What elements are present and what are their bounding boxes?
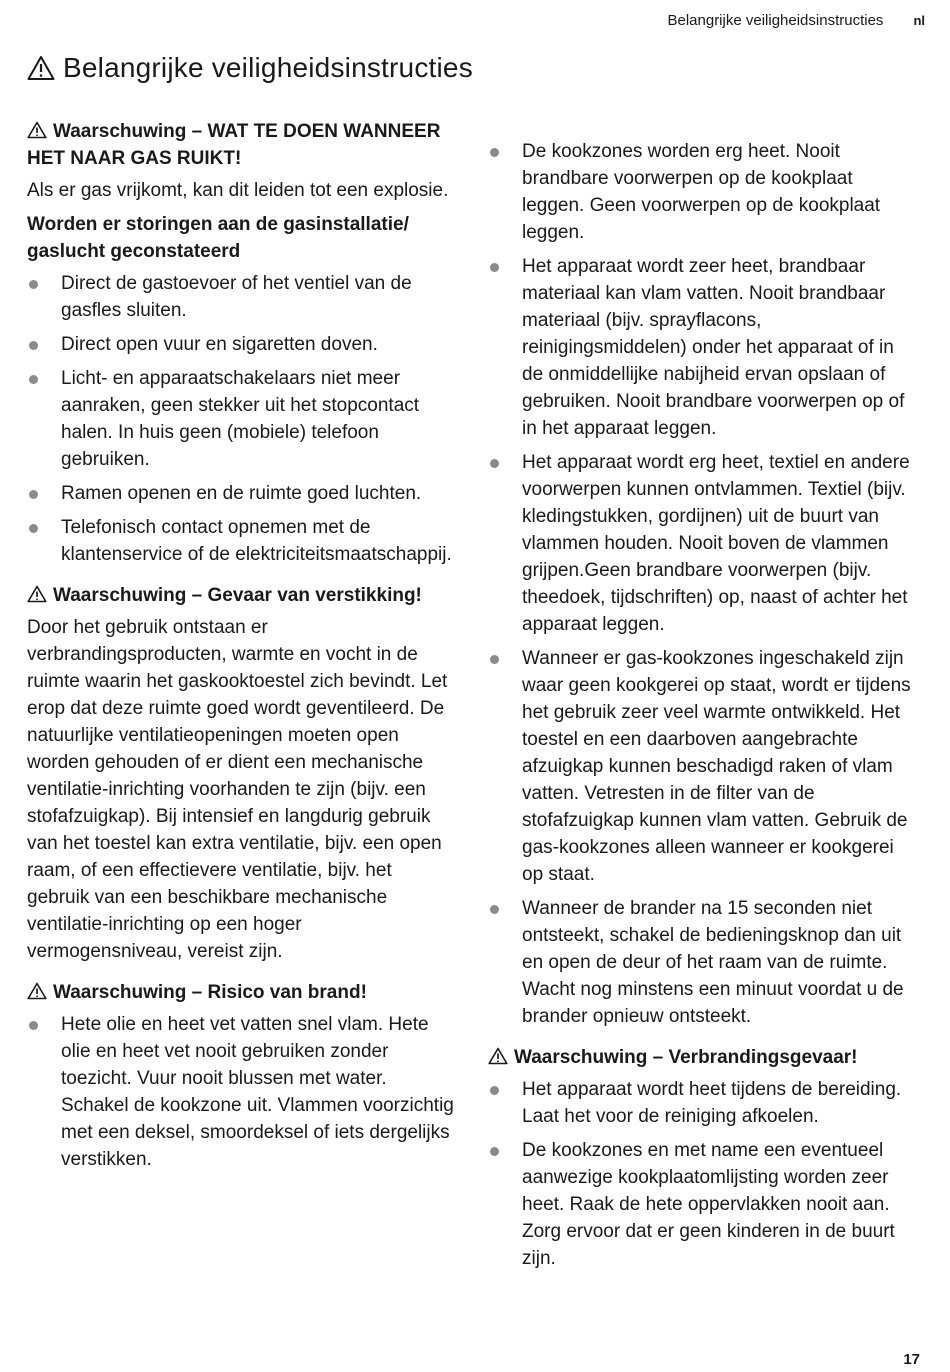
- warning-triangle-icon: [27, 585, 47, 603]
- list-item: Licht- en apparaatschakelaars niet meer aanraken, geen stekker uit het stopcontact halen. In huis geen (mobiele) telefoon gebruiken.: [27, 365, 457, 473]
- fire-warning-heading-text: Waarschuwing – Risico van brand!: [53, 982, 367, 1003]
- gas-warning-heading-text: Waarschuwing – WAT TE DOEN WANNEER HET NAAR GAS RUIKT!: [27, 121, 441, 169]
- bullet-icon: [490, 263, 499, 272]
- bullet-icon: [490, 1147, 499, 1156]
- page-number: 17: [903, 1351, 920, 1368]
- list-item: Wanneer de brander na 15 seconden niet ontsteekt, schakel de bedieningsknop dan uit en open de deur of het raam van de ruimte. Wacht nog minstens een minuut voordat u de brander opnieuw ontsteekt.: [488, 895, 920, 1030]
- suffocation-warning-text: Door het gebruik ontstaan er verbrandingsproducten, warmte en vocht in de ruimte waarin het gaskooktoestel zich bevindt. Let erop dat deze ruimte goed wordt geventileerd. De natuurlijke ventilatieopeningen moeten open worden gehouden of er dient een mechanische ventilatie-inrichting voorhanden te zijn (bijv. een stofafzuigkap). Bij intensief en langdurig gebruik van het toestel kan extra ventilatie, bijv. een open raam, of een effectievere ventilatie, bijv. het gebruik van een beschikbare mechanische ventilatie-inrichting op een hoger vermogensniveau, vereist zijn.: [27, 617, 448, 962]
- fire-warning-list-continued: [488, 138, 920, 1030]
- list-item: Wanneer er gas-kookzones ingeschakeld zijn waar geen kookgerei op staat, wordt er tijdens het gebruik zeer veel warmte ontwikkeld. Het toestel en een daarboven aangebrachte afzuigkap kunnen beschadigd raken of vlam vatten. Vetresten in de filter van de stofafzuigkap kunnen vlam vatten. Gebruik de gas-kookzones alleen wanneer er kookgerei op staat.: [488, 645, 920, 888]
- warning-triangle-icon: [27, 982, 47, 1000]
- bullet-icon: [29, 1021, 38, 1030]
- fire-warning-section: [27, 979, 457, 1173]
- burn-warning-section: [488, 1044, 920, 1272]
- running-title: Belangrijke veiligheidsinstructies: [667, 12, 884, 29]
- warning-triangle-icon: [27, 55, 55, 81]
- burn-warning-list: [488, 1076, 920, 1272]
- page-title-text: Belangrijke veiligheidsinstructies: [63, 52, 473, 83]
- suffocation-warning-heading-text: Waarschuwing – Gevaar van verstikking!: [53, 585, 422, 606]
- right-column: [488, 138, 920, 1286]
- warning-triangle-icon: [488, 1047, 508, 1065]
- bullet-icon: [29, 524, 38, 533]
- list-item: Direct open vuur en sigaretten doven.: [27, 331, 457, 358]
- bullet-icon: [29, 280, 38, 289]
- bullet-icon: [490, 459, 499, 468]
- bullet-icon: [29, 341, 38, 350]
- list-item: Het apparaat wordt zeer heet, brandbaar materiaal kan vlam vatten. Nooit brandbaar materiaal (bijv. sprayflacons, reinigingsmiddelen) onder het apparaat of in de onmiddellijke nabijheid ervan opslaan of gebruiken. Nooit brandbare voorwerpen op of in het apparaat leggen.: [488, 253, 920, 442]
- gas-warning-list: [27, 270, 457, 568]
- list-item: Het apparaat wordt erg heet, textiel en andere voorwerpen kunnen ontvlammen. Textiel (bijv. kledingstukken, gordijnen) uit de buurt van vlammen houden. Nooit boven de vlammen grijpen.Geen brandbare voorwerpen (bijv. theedoek, tijdschriften) op, naast of achter het apparaat leggen.: [488, 449, 920, 638]
- list-item: Ramen openen en de ruimte goed luchten.: [27, 480, 457, 507]
- list-item: Telefonisch contact opnemen met de klantenservice of de elektriciteitsmaatschappij.: [27, 514, 457, 568]
- bullet-icon: [490, 905, 499, 914]
- bullet-icon: [29, 375, 38, 384]
- gas-warning-subhead: Worden er storingen aan de gasinstallatie/ gaslucht geconstateerd: [27, 214, 409, 262]
- fire-warning-continued: [488, 138, 920, 1030]
- burn-warning-heading: [488, 1044, 920, 1071]
- gas-warning-intro: Als er gas vrijkomt, kan dit leiden tot een explosie.: [27, 180, 449, 201]
- list-item: De kookzones worden erg heet. Nooit brandbare voorwerpen op de kookplaat leggen. Geen voorwerpen op de kookplaat leggen.: [488, 138, 920, 246]
- bullet-icon: [490, 148, 499, 157]
- burn-warning-heading-text: Waarschuwing – Verbrandingsgevaar!: [514, 1047, 858, 1068]
- gas-warning-section: [27, 118, 457, 568]
- warning-triangle-icon: [27, 121, 47, 139]
- suffocation-warning-section: [27, 582, 457, 965]
- suffocation-warning-heading: [27, 582, 457, 609]
- running-header: [667, 12, 925, 29]
- list-item: Het apparaat wordt heet tijdens de bereiding. Laat het voor de reiniging afkoelen.: [488, 1076, 920, 1130]
- list-item: De kookzones en met name een eventueel aanwezige kookplaatomlijsting worden zeer heet. Raak de hete oppervlakken nooit aan. Zorg ervoor dat er geen kinderen in de buurt zijn.: [488, 1137, 920, 1272]
- bullet-icon: [490, 1086, 499, 1095]
- fire-warning-heading: [27, 979, 457, 1006]
- fire-warning-list: [27, 1011, 457, 1173]
- page-title: [27, 52, 473, 84]
- left-column: [27, 118, 457, 1187]
- bullet-icon: [490, 655, 499, 664]
- bullet-icon: [29, 490, 38, 499]
- gas-warning-heading: [27, 118, 457, 172]
- list-item: Hete olie en heet vet vatten snel vlam. Hete olie en heet vet nooit gebruiken zonder toezicht. Vuur nooit blussen met water. Schakel de kookzone uit. Vlammen voorzichtig met een deksel, smoordeksel of iets dergelijks verstikken.: [27, 1011, 457, 1173]
- list-item: Direct de gastoevoer of het ventiel van de gasfles sluiten.: [27, 270, 457, 324]
- language-code: nl: [913, 13, 925, 28]
